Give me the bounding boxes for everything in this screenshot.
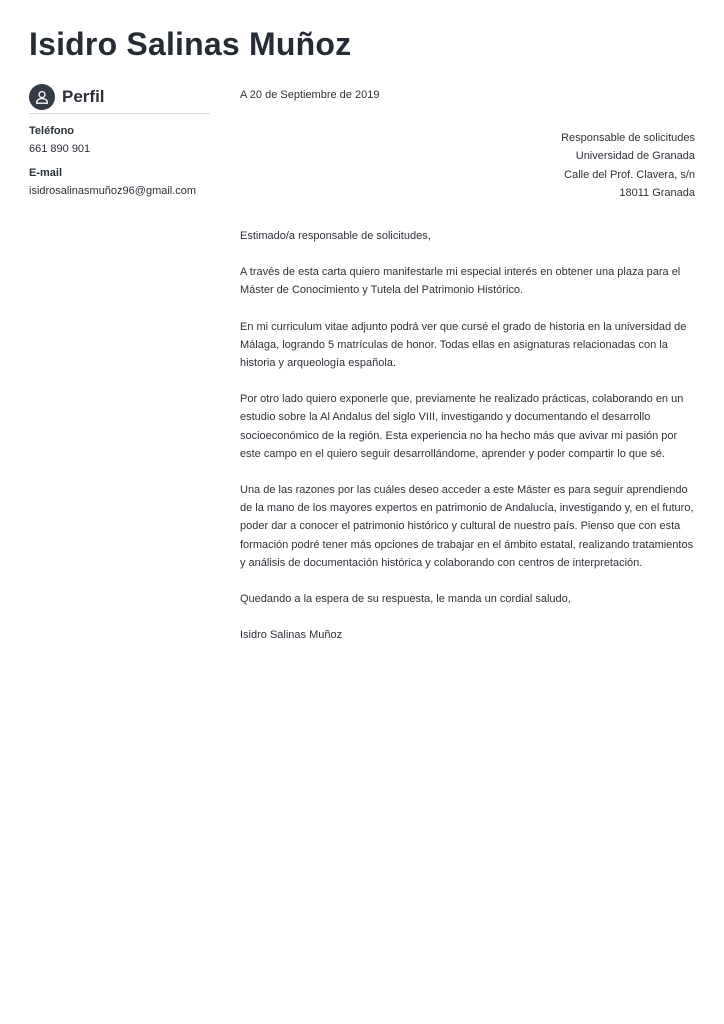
paragraph-line: Máster de Conocimiento y Tutela del Patrimonio Histórico. [240,284,524,297]
phone-label: Teléfono [29,125,75,137]
email-label: E-mail [29,167,63,179]
paragraph [240,481,695,572]
paragraph-line: Málaga, logrando 5 matrículas de honor. Todas ellas en asignaturas relacionadas con la [240,338,668,351]
paragraph-line: y análisis de documentación histórica y colaborando con centros de interpretación. [240,556,643,569]
paragraph-line: formación podré tener más opciones de trabajar en el ámbito estatal, realizando tratamientos [240,538,694,551]
recipient-line: Universidad de Granada [575,150,695,163]
letter-date: A 20 de Septiembre de 2019 [240,89,380,101]
paragraph-line: A través de esta carta quiero manifestarle mi especial interés en obtener una plaza para el [240,266,681,279]
paragraph-line: poder dar a conocer el patrimonio histórico y cultural de nuestro país. Pienso que con esta [240,520,681,533]
recipient-address [240,129,695,202]
user-icon [29,84,55,110]
paragraph [240,263,695,299]
paragraph-line: este campo en el quiero seguir desarrollándome, aprender y poder compartir lo que sé. [240,447,665,460]
sidebar [29,83,210,197]
recipient-line: Responsable de solicitudes [561,132,695,145]
paragraph-line: Una de las razones por las cuáles deseo acceder a este Máster es para seguir aprendiendo [240,484,688,497]
recipient-line: 18011 Granada [619,186,695,199]
phone-value: 661 890 901 [29,143,91,155]
letter-body [240,86,695,644]
signature: Isidro Salinas Muñoz [240,629,343,642]
paragraph-line: historia y arqueología española. [240,357,396,370]
paragraph-line: estudio sobre la Al Andalus del siglo VIII, investigando y documentando el desarrollo [240,411,651,424]
section-title-profile: Perfil [62,87,105,106]
paragraph-line: de la mano de los mayores expertos en patrimonio de Andalucía, investigando y, en el futuro, [240,502,694,515]
profile-header [29,83,210,114]
paragraph [240,318,695,373]
email-value: isidrosalinasmuñoz96@gmail.com [29,185,197,197]
paragraph [240,390,695,463]
paragraph-line: socioeconómico de la región. Esta experiencia no ha hecho más que avivar mi pasión por [240,429,678,442]
salutation: Estimado/a responsable de solicitudes, [240,230,431,243]
closing: Quedando a la espera de su respuesta, le manda un cordial saludo, [240,593,571,606]
page-title: Isidro Salinas Muñoz [29,26,352,62]
paragraph-line: Por otro lado quiero exponerle que, previamente he realizado prácticas, colaborando en un [240,393,684,406]
paragraph-line: En mi curriculum vitae adjunto podrá ver que cursé el grado de historia en la universidad de [240,320,687,333]
recipient-line: Calle del Prof. Clavera, s/n [564,168,695,181]
